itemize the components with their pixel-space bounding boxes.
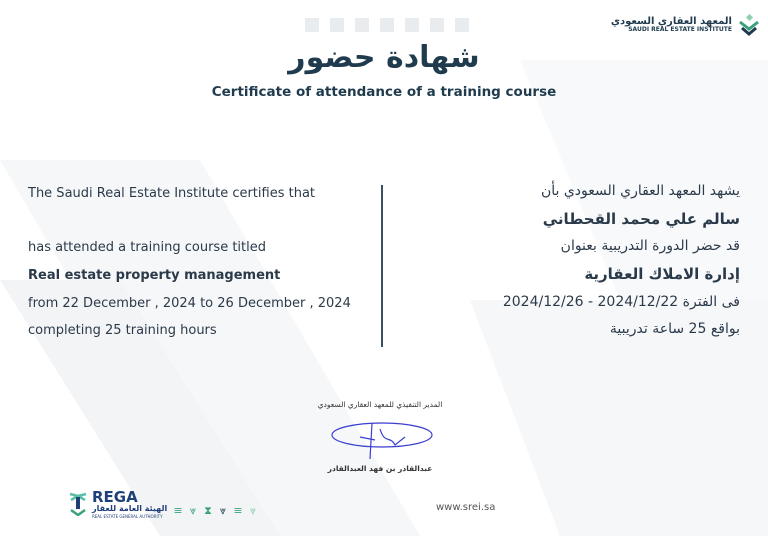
chevron-icon: ⩔ [249,504,257,517]
website-link[interactable]: www.srei.sa [436,502,496,513]
recipient-name: سالم علي محمد القحطاني [542,210,740,228]
english-course-title: Real estate property management [28,268,281,283]
signature-image [330,415,440,460]
rega-palm-icon [68,492,88,516]
rega-arabic: الهيئة العامة للعقار [92,504,168,513]
arabic-hours: بواقع 25 ساعة تدريبية [609,321,740,337]
stack-icon: ≡ [233,504,243,517]
pattern-marks [172,499,262,518]
english-attended: has attended a training course titled [28,240,266,255]
hourglass-icon: ⧗ [204,504,212,517]
rega-english: REAL ESTATE GENERAL AUTHORITY [92,513,163,519]
signatory-role: المدير التنفيذي للمعهد العقاري السعودي [317,400,443,409]
english-certifies: The Saudi Real Estate Institute certifies that [28,186,316,201]
arabic-attended: قد حضر الدورة التدريبية بعنوان [560,238,740,254]
signatory-name: عبدالقادر بن فهد العبدالقادر [327,464,433,473]
divider [381,185,383,347]
certificate-title-english: Certificate of attendance of a training course [211,84,557,100]
srei-emblem-icon [738,14,760,36]
stack-icon: ≡ [173,504,183,517]
arabic-course-title: إدارة الاملاك العقارية [584,265,740,283]
certificate-title-arabic: شهادة حضور [288,40,480,75]
logo-arabic: المعهد العقاري السعودي [610,16,732,28]
chevron-icon: ⩔ [219,504,227,517]
rega-logo [68,490,167,519]
srei-logo [611,14,760,36]
chevron-icon: ⩔ [189,504,197,517]
rega-short: REGA [92,488,138,506]
logo-english: SAUDI REAL ESTATE INSTITUTE [628,26,732,34]
english-hours: completing 25 training hours [28,323,217,338]
arabic-period: فى الفترة 2024/12/22 - 2024/12/26 [502,294,740,310]
arabic-certifies: يشهد المعهد العقاري السعودي بأن [540,183,740,199]
english-period: from 22 December , 2024 to 26 December , 2024 [28,296,351,311]
